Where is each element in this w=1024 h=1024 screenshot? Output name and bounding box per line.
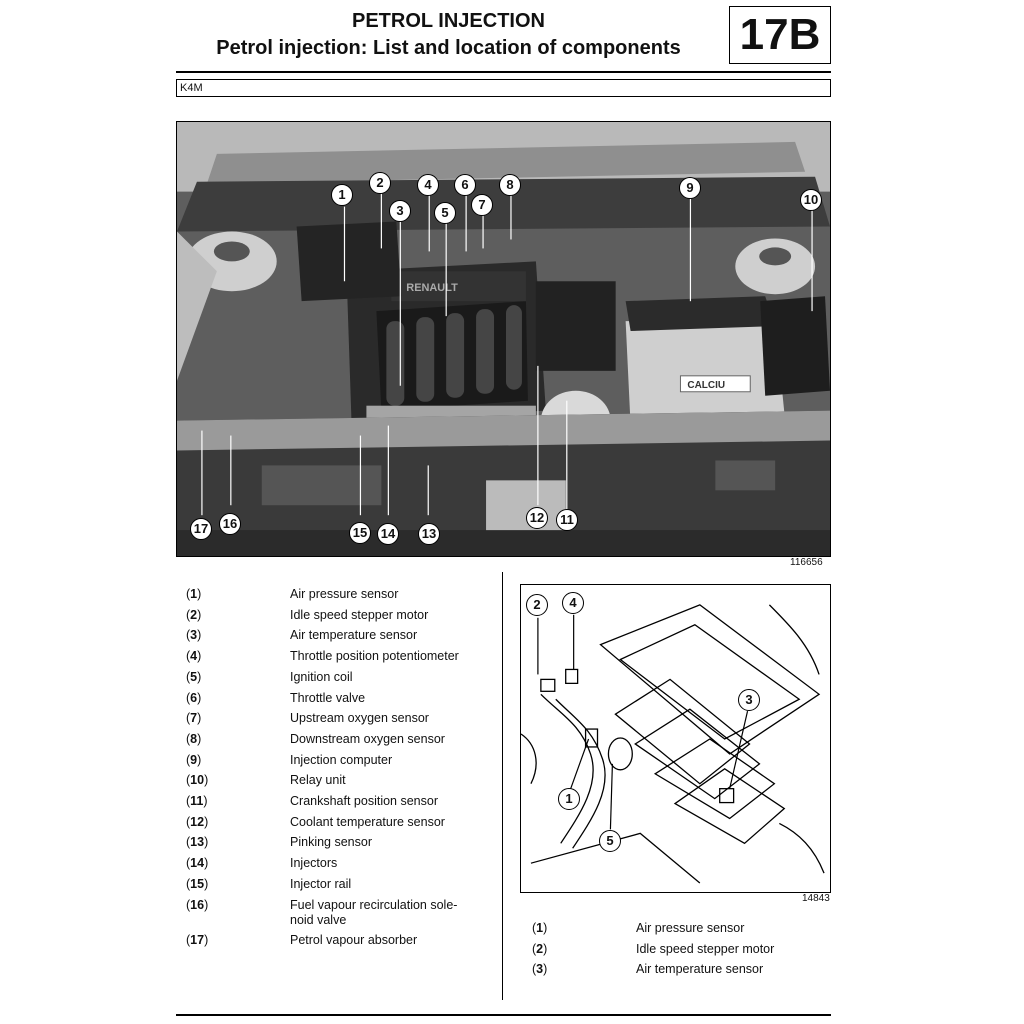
legend-row: (3) Air temperature sensor bbox=[532, 959, 832, 980]
legend-number: 14 bbox=[190, 856, 205, 871]
main-photo-reference: 116656 bbox=[790, 557, 823, 568]
main-callout-15: 15 bbox=[349, 522, 371, 544]
main-callout-3: 3 bbox=[389, 200, 411, 222]
legend-label: Idle speed stepper motor bbox=[290, 607, 429, 622]
title-block bbox=[176, 8, 721, 62]
legend-number: 3 bbox=[190, 628, 198, 643]
legend-number: 1 bbox=[190, 587, 198, 601]
detail-callout-1: 1 bbox=[558, 788, 580, 810]
legend-row: (5) Ignition coil bbox=[186, 667, 486, 688]
legend-label: Throttle position potentiometer bbox=[290, 649, 459, 664]
component-legend bbox=[186, 584, 486, 950]
legend-row: (2) Idle speed stepper motor bbox=[532, 939, 832, 960]
main-callout-4: 4 bbox=[417, 174, 439, 196]
detail-callout-4: 4 bbox=[562, 592, 584, 614]
section-code-badge: 17B bbox=[729, 6, 831, 64]
legend-number: 8 bbox=[190, 731, 198, 746]
legend-row: (17) Petrol vapour absorber bbox=[186, 930, 486, 951]
legend-label: Upstream oxygen sensor bbox=[290, 711, 429, 726]
legend-label: Air temperature sensor bbox=[290, 628, 418, 643]
legend-number: 12 bbox=[190, 814, 205, 829]
legend-number: 5 bbox=[190, 669, 198, 684]
detail-photo-reference: 14843 bbox=[802, 893, 830, 904]
main-callout-6: 6 bbox=[454, 174, 476, 196]
detail-callout-3: 3 bbox=[738, 689, 760, 711]
legend-row: (3) Air temperature sensor bbox=[186, 625, 486, 646]
legend-row: (1) Air pressure sensor bbox=[532, 918, 832, 939]
legend-label: Downstream oxygen sensor bbox=[290, 731, 445, 746]
main-callout-16: 16 bbox=[219, 513, 241, 535]
legend-number: 2 bbox=[536, 941, 544, 956]
legend-row: (16) Fuel vapour recirculation sole- noid valve bbox=[186, 895, 486, 930]
legend-number: 7 bbox=[190, 711, 198, 726]
main-callout-8: 8 bbox=[499, 174, 521, 196]
main-callout-12: 12 bbox=[526, 507, 548, 529]
legend-number: 3 bbox=[536, 962, 544, 977]
legend-label: Coolant temperature sensor bbox=[290, 814, 445, 829]
legend-row: (14) Injectors bbox=[186, 853, 486, 874]
legend-row: (6) Throttle valve bbox=[186, 688, 486, 709]
legend-label: Pinking sensor bbox=[290, 835, 372, 850]
legend-label: Fuel vapour recirculation sole- noid valve bbox=[290, 897, 458, 927]
page-subtitle: Petrol injection: List and location of components bbox=[216, 37, 681, 59]
legend-number: 16 bbox=[190, 897, 205, 912]
main-callout-17: 17 bbox=[190, 518, 212, 540]
legend-number: 4 bbox=[190, 649, 198, 664]
legend-number: 17 bbox=[190, 932, 205, 947]
column-divider bbox=[502, 572, 503, 1000]
main-callout-10: 10 bbox=[800, 189, 822, 211]
battery-brand: CALCIU bbox=[687, 379, 726, 391]
legend-row: (7) Upstream oxygen sensor bbox=[186, 708, 486, 729]
footer-rule bbox=[176, 1014, 831, 1016]
legend-label: Relay unit bbox=[290, 773, 346, 788]
main-callout-5: 5 bbox=[434, 202, 456, 224]
legend-number: 13 bbox=[190, 835, 205, 850]
page-title: PETROL INJECTION bbox=[352, 10, 545, 32]
main-callout-1: 1 bbox=[331, 184, 353, 206]
legend-label: Air pressure sensor bbox=[636, 921, 745, 935]
engine-code: K4M bbox=[180, 82, 203, 94]
legend-number: 1 bbox=[536, 921, 544, 935]
legend-label: Injector rail bbox=[290, 876, 352, 891]
engine-cover-brand: RENAULT bbox=[406, 282, 458, 295]
legend-row: (13) Pinking sensor bbox=[186, 832, 486, 853]
legend-label: Injectors bbox=[290, 856, 338, 871]
legend-label: Crankshaft position sensor bbox=[290, 794, 438, 809]
main-callout-7: 7 bbox=[471, 194, 493, 216]
legend-row: (4) Throttle position potentiometer bbox=[186, 646, 486, 667]
legend-number: 6 bbox=[190, 690, 198, 705]
legend-row: (11) Crankshaft position sensor bbox=[186, 791, 486, 812]
legend-label: Ignition coil bbox=[290, 669, 353, 684]
legend-row: (12) Coolant temperature sensor bbox=[186, 812, 486, 833]
legend-row: (1) Air pressure sensor bbox=[186, 584, 486, 605]
legend-row: (9) Injection computer bbox=[186, 750, 486, 771]
legend-label: Air pressure sensor bbox=[290, 587, 399, 601]
legend-number: 2 bbox=[190, 607, 198, 622]
legend-number: 9 bbox=[190, 752, 198, 767]
main-callout-13: 13 bbox=[418, 523, 440, 545]
main-callout-2: 2 bbox=[369, 172, 391, 194]
detail-callout-2: 2 bbox=[526, 594, 548, 616]
legend-row: (15) Injector rail bbox=[186, 874, 486, 895]
legend-row: (10) Relay unit bbox=[186, 770, 486, 791]
main-callout-11: 11 bbox=[556, 509, 578, 531]
legend-number: 15 bbox=[190, 876, 205, 891]
legend-label: Petrol vapour absorber bbox=[290, 932, 418, 947]
engine-code-box bbox=[176, 79, 831, 97]
detail-illustration bbox=[520, 584, 831, 893]
legend-row: (8) Downstream oxygen sensor bbox=[186, 729, 486, 750]
legend-number: 11 bbox=[190, 794, 204, 809]
intake-manifold-drawing bbox=[521, 585, 830, 892]
legend-label: Throttle valve bbox=[290, 690, 366, 705]
detail-legend bbox=[532, 918, 832, 980]
header-rule bbox=[176, 71, 831, 73]
main-callout-14: 14 bbox=[377, 523, 399, 545]
legend-row: (2) Idle speed stepper motor bbox=[186, 605, 486, 626]
legend-label: Injection computer bbox=[290, 752, 393, 767]
legend-number: 10 bbox=[190, 773, 205, 788]
detail-callout-5: 5 bbox=[599, 830, 621, 852]
main-callout-9: 9 bbox=[679, 177, 701, 199]
legend-label: Idle speed stepper motor bbox=[636, 941, 775, 956]
legend-label: Air temperature sensor bbox=[636, 962, 764, 977]
